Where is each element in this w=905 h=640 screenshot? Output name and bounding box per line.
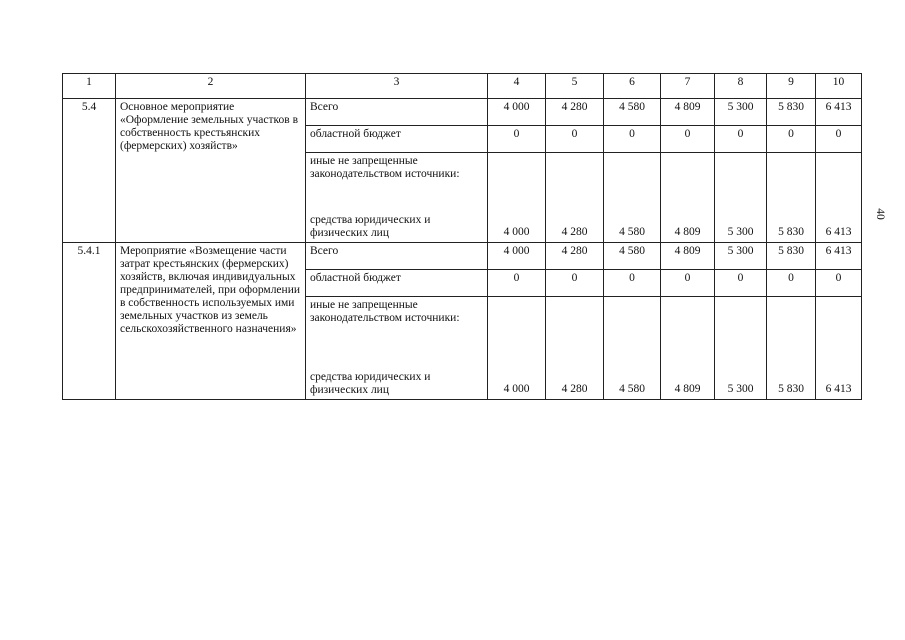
row-code: 5.4 <box>63 99 116 243</box>
row-name: Мероприятие «Возмещение части затрат крестьянских (фермерских) хозяйств, включая индивидуальных предпринимателей, при оформлении в собственность используемых ими земельных участков из земель сельскохозяйственного назначения» <box>116 243 306 400</box>
source-label: иные не запрещенные законодательством источники: <box>310 155 460 180</box>
value-cell: 4 280 <box>546 243 604 270</box>
value-cell: 6 413 <box>816 99 862 126</box>
header-cell: 5 <box>546 74 604 99</box>
value-cell: 5 300 <box>715 153 767 243</box>
table-row <box>63 99 862 126</box>
row-name: Основное мероприятие «Оформление земельных участков в собственность крестьянских (фермерских) хозяйств» <box>116 99 306 243</box>
header-cell: 2 <box>116 74 306 99</box>
value-cell: 4 280 <box>546 153 604 243</box>
value-cell: 0 <box>546 126 604 153</box>
value-cell: 0 <box>715 126 767 153</box>
value-cell: 4 280 <box>546 99 604 126</box>
value-cell: 0 <box>767 126 816 153</box>
source-label: областной бюджет <box>306 126 488 153</box>
value-cell: 0 <box>488 126 546 153</box>
value-cell: 4 580 <box>604 99 661 126</box>
value-cell: 5 830 <box>767 153 816 243</box>
value-cell: 4 809 <box>661 243 715 270</box>
value-cell: 4 000 <box>488 153 546 243</box>
value-cell: 5 830 <box>767 99 816 126</box>
value-cell: 0 <box>546 270 604 297</box>
header-cell: 4 <box>488 74 546 99</box>
value-cell: 6 413 <box>816 297 862 400</box>
value-cell: 0 <box>715 270 767 297</box>
value-cell: 4 809 <box>661 99 715 126</box>
header-cell: 6 <box>604 74 661 99</box>
source-label: иные не запрещенные законодательством источники: <box>310 299 460 324</box>
row-code: 5.4.1 <box>63 243 116 400</box>
value-cell: 4 809 <box>661 153 715 243</box>
budget-table <box>62 73 862 400</box>
value-cell: 4 809 <box>661 297 715 400</box>
value-cell: 5 300 <box>715 99 767 126</box>
source-label: Всего <box>306 99 488 126</box>
value-cell: 0 <box>816 270 862 297</box>
value-cell: 0 <box>604 270 661 297</box>
value-cell: 4 280 <box>546 297 604 400</box>
value-cell: 6 413 <box>816 153 862 243</box>
header-row <box>63 74 862 99</box>
source-label: средства юридических и физических лиц <box>310 371 431 396</box>
header-cell: 9 <box>767 74 816 99</box>
header-cell: 10 <box>816 74 862 99</box>
header-cell: 3 <box>306 74 488 99</box>
value-cell: 4 000 <box>488 243 546 270</box>
source-cell <box>306 153 488 243</box>
header-cell: 1 <box>63 74 116 99</box>
source-label: Всего <box>306 243 488 270</box>
value-cell: 0 <box>661 126 715 153</box>
value-cell: 5 830 <box>767 243 816 270</box>
value-cell: 0 <box>488 270 546 297</box>
value-cell: 5 830 <box>767 297 816 400</box>
value-cell: 5 300 <box>715 297 767 400</box>
value-cell: 4 000 <box>488 99 546 126</box>
page-number: 40 <box>873 208 886 220</box>
header-cell: 8 <box>715 74 767 99</box>
value-cell: 0 <box>816 126 862 153</box>
value-cell: 6 413 <box>816 243 862 270</box>
value-cell: 4 580 <box>604 153 661 243</box>
table-row <box>63 243 862 270</box>
value-cell: 0 <box>661 270 715 297</box>
value-cell: 5 300 <box>715 243 767 270</box>
source-label: областной бюджет <box>306 270 488 297</box>
value-cell: 4 580 <box>604 243 661 270</box>
source-cell <box>306 297 488 400</box>
value-cell: 4 000 <box>488 297 546 400</box>
value-cell: 4 580 <box>604 297 661 400</box>
header-cell: 7 <box>661 74 715 99</box>
source-label: средства юридических и физических лиц <box>310 214 431 239</box>
value-cell: 0 <box>604 126 661 153</box>
value-cell: 0 <box>767 270 816 297</box>
